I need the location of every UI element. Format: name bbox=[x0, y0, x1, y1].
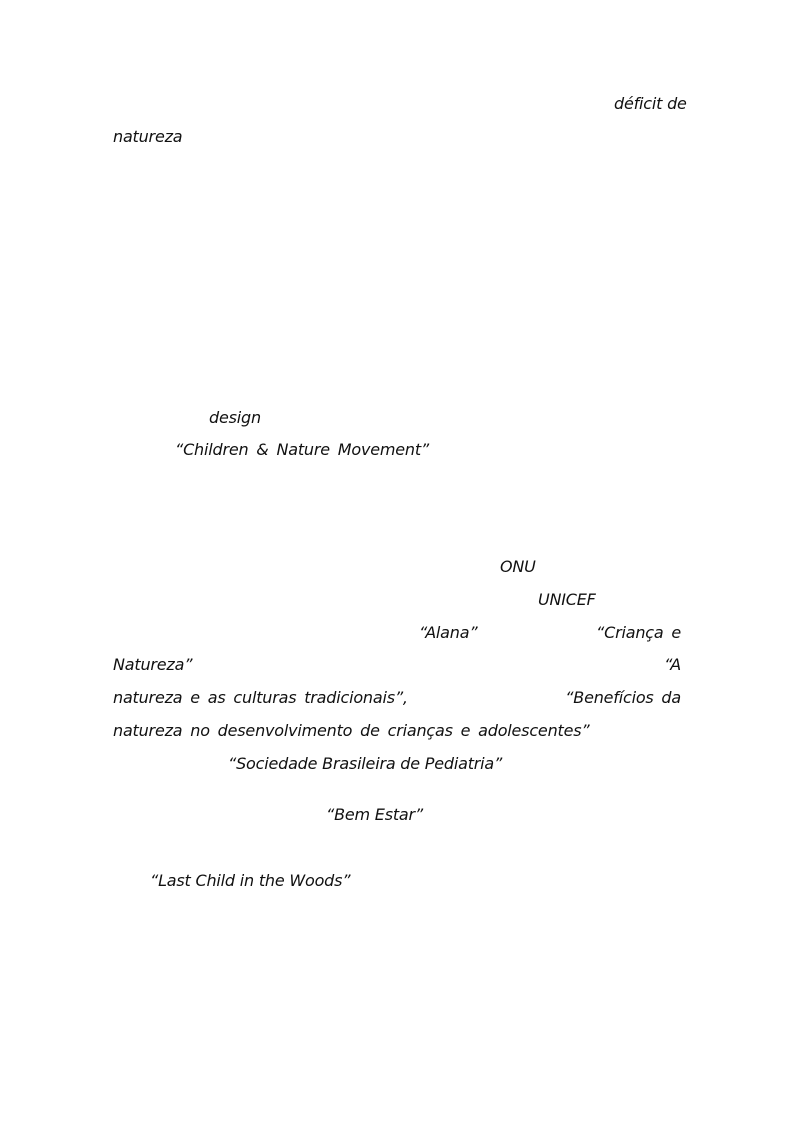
text-fragment-design: design bbox=[209, 408, 261, 427]
text-fragment-onu: ONU bbox=[500, 557, 536, 576]
text-fragment-bem-estar: “Bem Estar” bbox=[326, 805, 423, 824]
text-fragment-deficit-de: déficit de bbox=[614, 94, 687, 113]
text-fragment-alana: “Alana” bbox=[419, 623, 478, 642]
text-fragment-unicef: UNICEF bbox=[538, 590, 596, 609]
text-fragment-natureza: natureza bbox=[113, 127, 183, 146]
text-fragment-sociedade-brasileira: “Sociedade Brasileira de Pediatria” bbox=[228, 754, 503, 773]
text-fragment-desenvolvimento: natureza no desenvolvimento de crianças e adolescentes” bbox=[113, 721, 590, 740]
text-fragment-last-child: “Last Child in the Woods” bbox=[150, 871, 351, 890]
text-fragment-a-quote: “A bbox=[664, 655, 681, 674]
text-fragment-culturas-tradicionais: natureza e as culturas tradicionais”, bbox=[113, 688, 408, 707]
text-fragment-natureza-quote: Natureza” bbox=[113, 655, 193, 674]
text-fragment-beneficios-da: “Benefícios da bbox=[565, 688, 681, 707]
text-fragment-children-nature-movement: “Children & Nature Movement” bbox=[175, 440, 429, 459]
text-fragment-crianca-e: “Criança e bbox=[596, 623, 681, 642]
